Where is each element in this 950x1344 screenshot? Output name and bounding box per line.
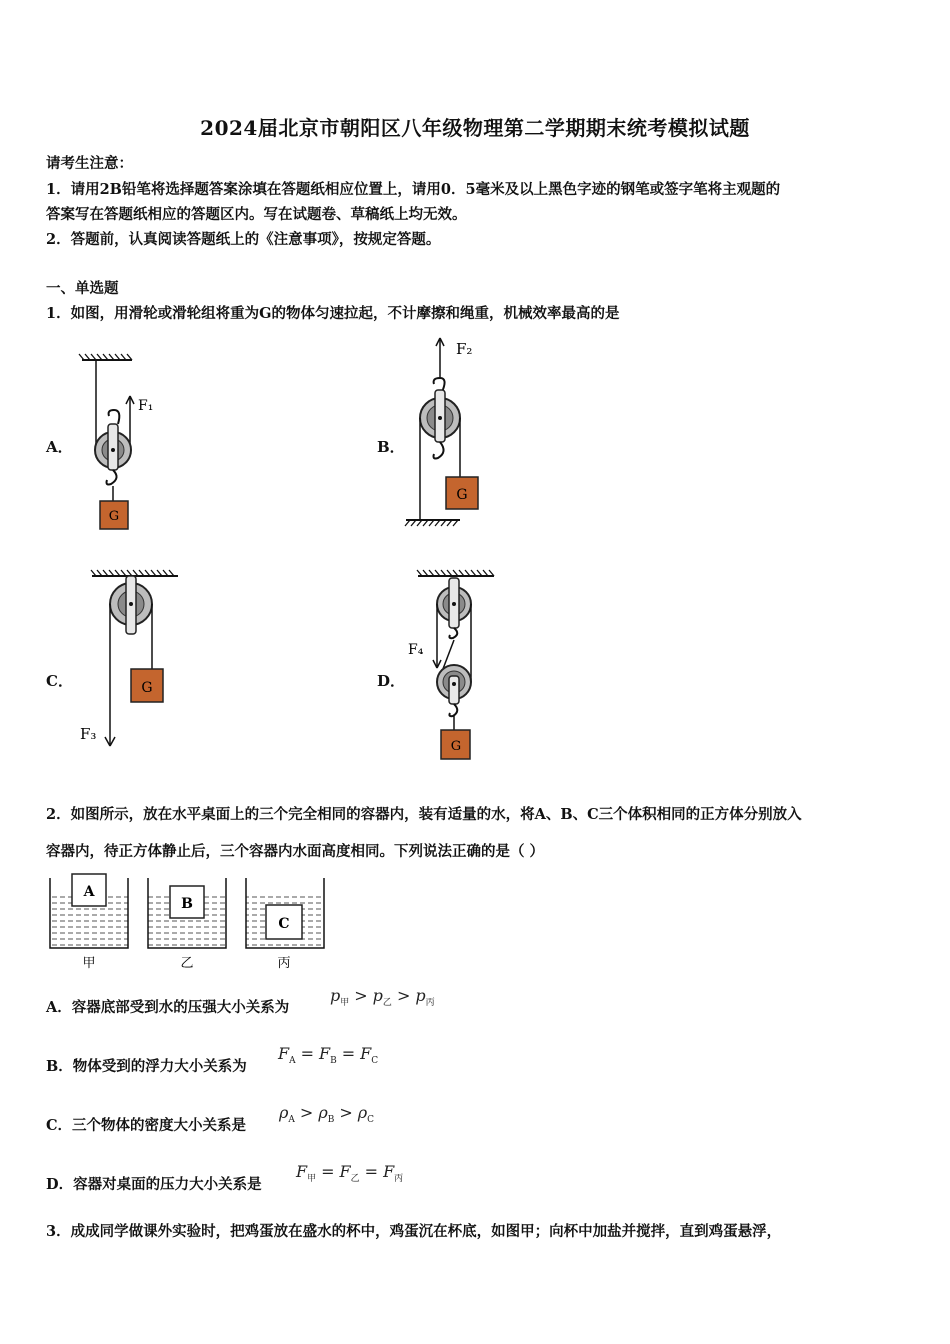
q2-option-a-formula	[330, 986, 435, 1008]
sub: A	[288, 1115, 295, 1126]
f4-label: F₄	[408, 642, 424, 658]
sub: 丙	[394, 1174, 404, 1185]
var: p	[330, 986, 341, 1005]
sub: A	[289, 1056, 296, 1067]
question-3-stem: 3．成成同学做课外实验时，把鸡蛋放在盛水的杯中，鸡蛋沉在杯底，如图甲；向杯中加盐并搅拌，直到鸡蛋悬浮，	[46, 1223, 782, 1240]
op: >	[354, 986, 368, 1005]
q2-containers-figure	[44, 870, 334, 974]
q1-option-d-label: D．	[377, 672, 406, 690]
var: F	[360, 1044, 372, 1063]
var: ρ	[357, 1103, 368, 1122]
q2-option-c-text: C．三个物体的密度大小关系是	[46, 1117, 247, 1134]
cube-c-label: C	[278, 916, 290, 932]
q2-option-b	[46, 1055, 247, 1076]
var: ρ	[279, 1103, 289, 1122]
var: F	[383, 1162, 395, 1181]
sub: 甲	[307, 1174, 317, 1185]
q2-option-c-formula	[279, 1103, 374, 1125]
sub: 乙	[350, 1174, 360, 1185]
op: =	[364, 1162, 379, 1181]
weight-g-label: G	[450, 739, 462, 754]
var: F	[278, 1044, 290, 1063]
section-heading: 一、单选题	[46, 280, 119, 297]
sub: 甲	[340, 998, 350, 1009]
notice-heading: 请考生注意：	[46, 155, 133, 172]
sub: C	[371, 1056, 379, 1067]
cube-a-label: A	[83, 884, 95, 900]
q2-option-b-formula	[278, 1044, 378, 1066]
q1-option-b-label: B．	[377, 438, 405, 456]
op: >	[339, 1103, 353, 1122]
question-2-stem-line-2: 容器内，待正方体静止后，三个容器内水面高度相同。下列说法正确的是（ ）	[46, 843, 545, 860]
var: ρ	[318, 1103, 328, 1122]
cube-b-label: B	[181, 896, 193, 912]
op: >	[396, 986, 411, 1005]
q1-figure-a	[70, 348, 190, 538]
q2-option-b-text: B．物体受到的浮力大小关系为	[46, 1058, 247, 1075]
q2-option-d-text: D．容器对桌面的压力大小关系是	[46, 1176, 262, 1193]
weight-g-label: G	[108, 509, 120, 524]
op: >	[299, 1103, 314, 1122]
notice-item-1-line-2: 答案写在答题纸相应的答题区内。写在试题卷、草稿纸上均无效。	[46, 206, 467, 223]
q1-option-c-label: C．	[46, 672, 73, 690]
op: =	[300, 1044, 315, 1063]
sub: B	[327, 1115, 335, 1126]
container-yi-label: 乙	[180, 956, 194, 971]
q2-option-d	[46, 1173, 262, 1194]
q1-figure-d	[402, 566, 502, 762]
q1-option-a-label: A．	[46, 438, 73, 456]
op: =	[321, 1162, 335, 1181]
sub: B	[330, 1056, 337, 1067]
weight-g-label: G	[456, 487, 468, 503]
notice-item-2: 2．答题前，认真阅读答题纸上的《注意事项》，按规定答题。	[46, 231, 441, 248]
q1-figure-b	[400, 332, 510, 532]
f3-label: F₃	[80, 725, 97, 743]
sub: 丙	[425, 998, 435, 1009]
question-2-stem-line-1: 2．如图所示，放在水平桌面上的三个完全相同的容器内，装有适量的水，将A、B、C三个体积相同的正方体分别放入	[46, 806, 802, 823]
page-title: 2024届北京市朝阳区八年级物理第二学期期末统考模拟试题	[200, 116, 750, 140]
question-1-stem: 1．如图，用滑轮或滑轮组将重为G的物体匀速拉起，不计摩擦和绳重，机械效率最高的是	[46, 305, 620, 322]
var: p	[372, 986, 383, 1005]
var: F	[296, 1162, 308, 1181]
f1-label: F₁	[138, 398, 154, 414]
q2-option-c	[46, 1114, 246, 1135]
f2-label: F₂	[456, 340, 473, 358]
q2-option-d-formula	[296, 1162, 403, 1184]
sub: C	[367, 1115, 375, 1126]
q2-option-a-text: A．容器底部受到水的压强大小关系为	[46, 999, 290, 1016]
var: F	[339, 1162, 351, 1181]
sub: 乙	[382, 998, 392, 1009]
var: p	[415, 986, 426, 1005]
container-jia-label: 甲	[82, 956, 96, 971]
var: F	[319, 1044, 331, 1063]
q2-option-a	[46, 996, 289, 1017]
container-bing-label: 丙	[277, 956, 291, 971]
op: =	[341, 1044, 356, 1063]
q1-figure-c	[78, 566, 188, 756]
notice-item-1-line-1: 1．请用2B铅笔将选择题答案涂填在答题纸相应位置上，请用0．5毫米及以上黑色字迹的钢笔或签字笔将主观题的	[46, 181, 781, 198]
weight-g-label: G	[141, 680, 153, 696]
